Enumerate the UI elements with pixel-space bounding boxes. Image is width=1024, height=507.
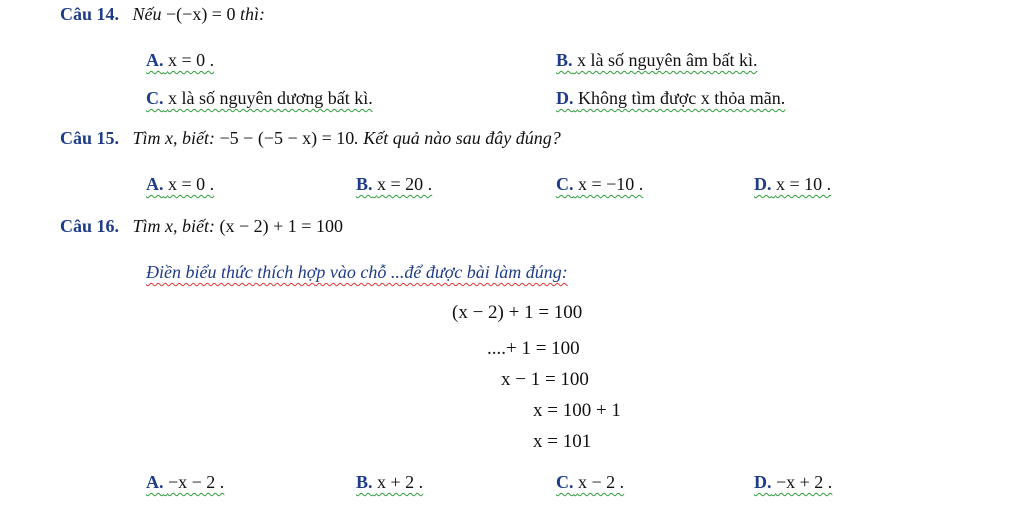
q15-option-b[interactable]: B. x = 20 .	[356, 174, 433, 194]
q15-option-a[interactable]: A. x = 0 .	[146, 174, 215, 194]
step-3: x − 1 = 100	[501, 369, 589, 390]
step-1: (x − 2) + 1 = 100	[452, 302, 583, 323]
question-16-stem: Câu 16. Tìm x, biết: (x − 2) + 1 = 100	[60, 216, 343, 236]
q16-option-a[interactable]: A. −x − 2 .	[146, 472, 225, 492]
q14-option-c[interactable]: C. x là số nguyên dương bất kì.	[146, 88, 373, 108]
question-15-number: Câu 15.	[60, 128, 120, 148]
question-16-number: Câu 16.	[60, 216, 120, 236]
question-15-stem: Câu 15. Tìm x, biết: −5 − (−5 − x) = 10. Kết quả nào sau đây đúng?	[60, 128, 561, 148]
step-2: ....+ 1 = 100	[487, 338, 580, 359]
question-16-math: (x − 2) + 1 = 100	[219, 216, 343, 236]
question-14-prefix: Nếu	[132, 4, 162, 24]
q14-option-d[interactable]: D. Không tìm được x thỏa mãn.	[556, 88, 786, 108]
question-14-math: −(−x) = 0	[166, 4, 236, 24]
q15-option-c[interactable]: C. x = −10 .	[556, 174, 644, 194]
q16-option-b[interactable]: B. x + 2 .	[356, 472, 424, 492]
step-4: x = 100 + 1	[533, 400, 621, 421]
question-14-stem	[60, 4, 265, 25]
question-14-number: Câu 14.	[60, 4, 120, 24]
q16-option-c[interactable]: C. x − 2 .	[556, 472, 625, 492]
q14-option-a[interactable]: A. x = 0 .	[146, 50, 215, 70]
q16-option-d[interactable]: D. −x + 2 .	[754, 472, 833, 492]
q14-option-b[interactable]: B. x là số nguyên âm bất kì.	[556, 50, 758, 70]
q15-option-d[interactable]: D. x = 10 .	[754, 174, 832, 194]
question-16-instruction: Điền biểu thức thích hợp vào chỗ ...để được bài làm đúng:	[146, 262, 568, 282]
question-15-math: −5 − (−5 − x) = 10	[219, 128, 355, 148]
step-5: x = 101	[533, 431, 592, 452]
question-14-suffix: thì:	[239, 4, 265, 24]
